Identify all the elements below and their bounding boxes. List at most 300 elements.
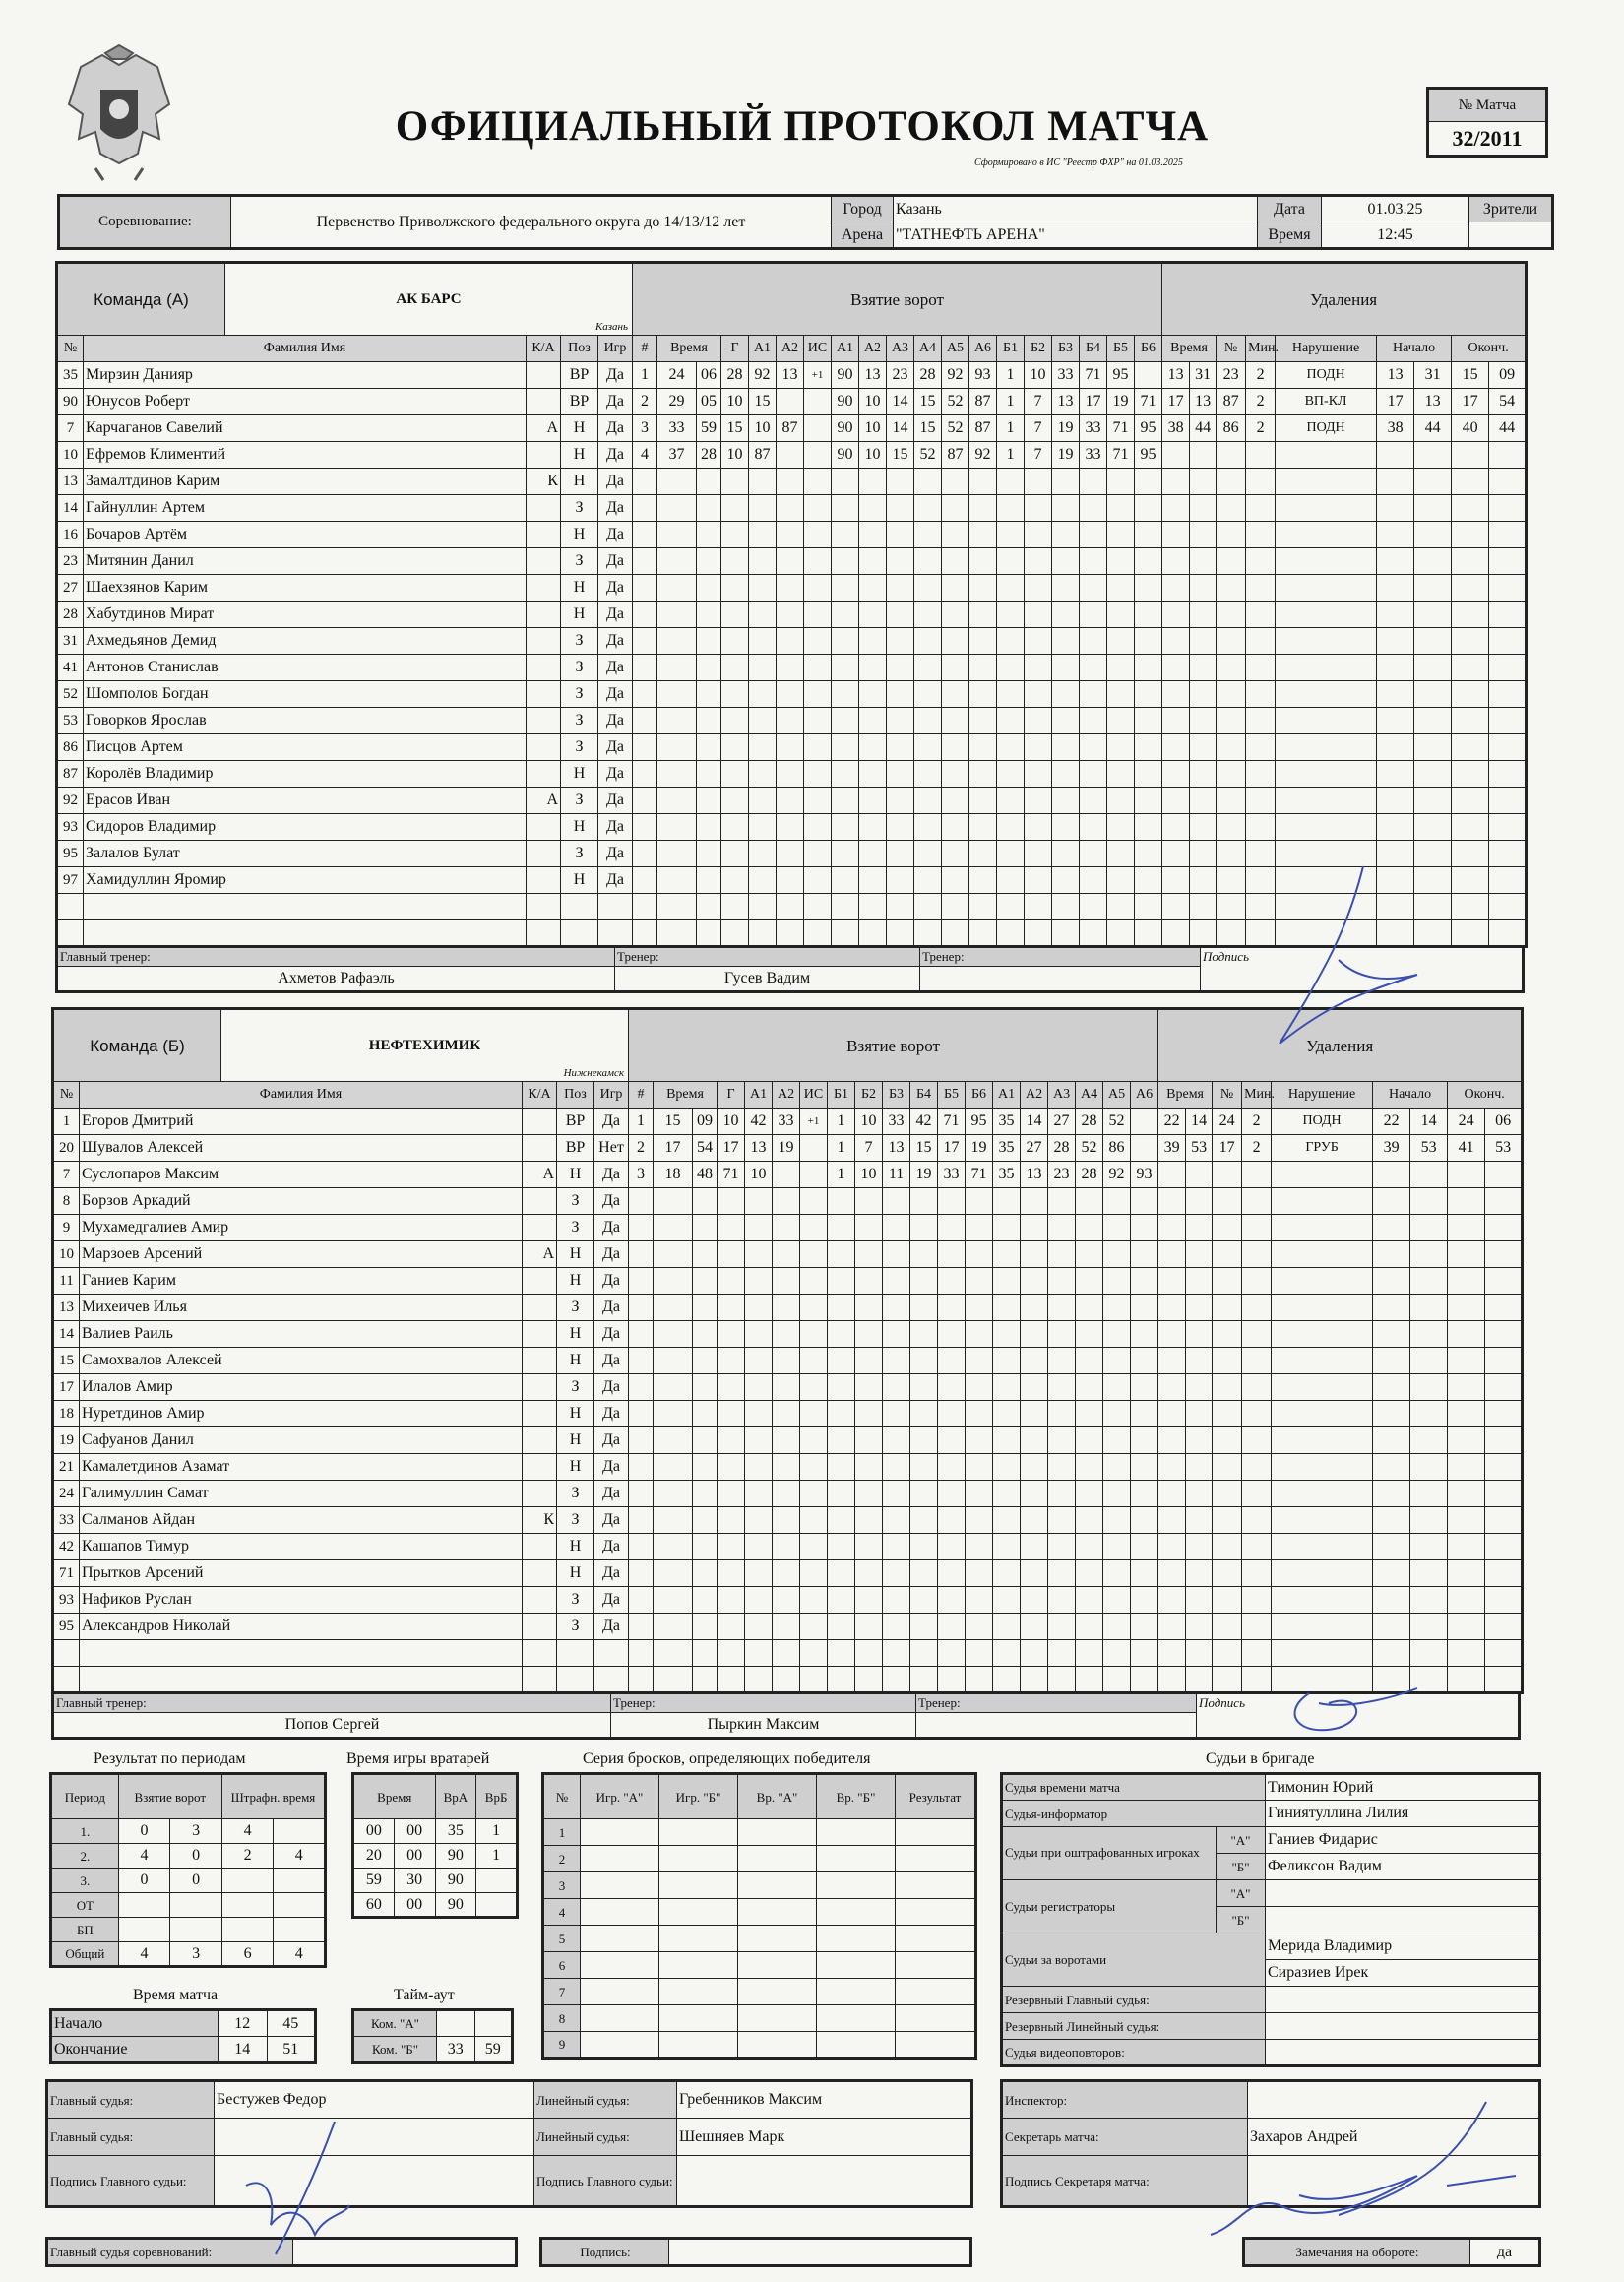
goal-cell	[910, 1507, 938, 1534]
penalty-cell	[1162, 655, 1190, 681]
goal-cell	[1107, 522, 1135, 548]
goal-cell	[997, 734, 1025, 761]
penalty-cell	[1452, 761, 1489, 788]
player-row	[57, 522, 1527, 548]
player-name: Мухамедгалиев Амир	[80, 1215, 523, 1241]
player-name: Замалтдинов Карим	[84, 469, 527, 495]
penalty-cell	[1489, 708, 1527, 734]
goal-cell	[993, 1241, 1021, 1268]
goal-cell	[721, 548, 749, 575]
penalty-cell: 22	[1158, 1109, 1186, 1135]
goal-cell: 10	[859, 415, 887, 442]
goal-cell	[828, 1427, 855, 1454]
goal-cell	[997, 495, 1025, 522]
penalty-cell: 09	[1489, 362, 1527, 389]
player-pos: Н	[561, 442, 598, 469]
goal-cell	[1048, 1667, 1076, 1693]
goal-cell	[800, 1188, 828, 1215]
team_b-coach-label: Тренер:	[611, 1693, 916, 1713]
player-no: 42	[53, 1534, 80, 1560]
goal-cell	[657, 814, 697, 841]
penalty-cell	[1190, 522, 1217, 548]
team_b-col-a1: А1	[745, 1082, 773, 1109]
goal-cell	[773, 1481, 800, 1507]
goal-cell	[697, 788, 721, 814]
goal-cell: 87	[777, 415, 804, 442]
goal-cell	[657, 602, 697, 628]
goal-cell	[804, 522, 832, 548]
goal-cell	[718, 1268, 745, 1295]
goal-cell	[993, 1295, 1021, 1321]
goal-cell	[914, 602, 942, 628]
goal-cell: 15	[910, 1135, 938, 1162]
penalty-cell	[1162, 814, 1190, 841]
penalty-cell	[1246, 469, 1276, 495]
goal-cell	[693, 1401, 718, 1427]
goal-cell	[832, 522, 859, 548]
penalty-cell	[1410, 1534, 1448, 1560]
shootout-cell	[738, 1952, 817, 1979]
shootout-cell	[896, 1846, 976, 1872]
penalty-cell	[1158, 1295, 1186, 1321]
goal-cell	[745, 1241, 773, 1268]
goal-cell	[745, 1427, 773, 1454]
penalty-cell	[1373, 1507, 1410, 1534]
team_b-col-pen_min: Мин.	[1242, 1082, 1272, 1109]
penalty-cell	[1217, 602, 1246, 628]
player-no: 7	[57, 415, 84, 442]
team_b-col-pen-start: Начало	[1373, 1082, 1448, 1109]
gk-col-b: ВрБ	[476, 1774, 518, 1819]
player-ka	[523, 1640, 557, 1667]
goal-cell	[1025, 867, 1052, 894]
goal-cell	[997, 681, 1025, 708]
goal-cell	[1076, 1321, 1103, 1348]
penalty-cell	[1190, 575, 1217, 602]
goal-cell	[832, 655, 859, 681]
goal-cell	[969, 841, 997, 867]
goal-cell	[938, 1401, 966, 1427]
penalty-cell	[1489, 655, 1527, 681]
goal-cell	[1025, 894, 1052, 920]
goal-cell: 52	[1103, 1109, 1131, 1135]
period-cell: 4	[274, 1942, 326, 1967]
goal-cell	[887, 602, 914, 628]
penalty-cell	[1186, 1427, 1213, 1454]
goal-cell	[828, 1188, 855, 1215]
goal-cell	[633, 761, 657, 788]
secretary-label: Секретарь матча:	[1002, 2119, 1248, 2156]
goal-cell	[697, 734, 721, 761]
player-name: Суслопаров Максим	[80, 1162, 523, 1188]
goal-cell	[1025, 469, 1052, 495]
goal-cell	[693, 1295, 718, 1321]
goal-cell	[657, 761, 697, 788]
goal-cell	[693, 1640, 718, 1667]
goalie-time-table	[351, 1772, 519, 1919]
goal-cell	[654, 1614, 693, 1640]
player-play	[598, 920, 633, 947]
goal-cell	[633, 708, 657, 734]
penalty-cell	[1373, 1321, 1410, 1348]
goal-cell	[718, 1507, 745, 1534]
ref-penbox-a: Ганиев Фидарис	[1266, 1827, 1540, 1854]
goal-cell	[654, 1667, 693, 1693]
player-ka: А	[523, 1162, 557, 1188]
shootout-cell	[581, 1872, 659, 1899]
goal-cell	[1131, 1321, 1158, 1348]
goal-cell: 35	[993, 1162, 1021, 1188]
goal-cell	[832, 575, 859, 602]
goal-cell	[1048, 1427, 1076, 1454]
goal-cell	[804, 894, 832, 920]
goal-cell	[883, 1295, 910, 1321]
goal-cell	[633, 867, 657, 894]
penalty-cell	[1377, 761, 1414, 788]
team_b-col-onice-a: Б1	[828, 1082, 855, 1109]
period-cell	[274, 1893, 326, 1918]
goal-cell	[997, 655, 1025, 681]
period-cell: 6	[221, 1942, 274, 1967]
goal-cell	[800, 1135, 828, 1162]
goal-cell	[804, 389, 832, 415]
goal-cell	[1103, 1481, 1131, 1507]
penalty-cell	[1242, 1401, 1272, 1427]
goal-cell	[804, 867, 832, 894]
goal-cell	[629, 1268, 654, 1295]
goal-cell	[942, 814, 969, 841]
player-pos: З	[561, 708, 598, 734]
penalty-cell: 44	[1414, 415, 1452, 442]
penalty-cell	[1485, 1241, 1523, 1268]
goal-cell	[942, 761, 969, 788]
goal-cell: 15	[654, 1109, 693, 1135]
penalty-cell: 23	[1217, 362, 1246, 389]
penalty-cell	[1242, 1667, 1272, 1693]
player-ka	[523, 1321, 557, 1348]
shootout-cell	[896, 1926, 976, 1952]
goal-cell	[777, 548, 804, 575]
penalty-cell: 22	[1373, 1109, 1410, 1135]
goal-cell	[773, 1427, 800, 1454]
goal-cell	[1080, 575, 1107, 602]
goal-cell	[657, 841, 697, 867]
penalty-cell	[1190, 867, 1217, 894]
chief-sign-label: Подпись Главного судьи:	[47, 2156, 215, 2207]
goal-cell	[804, 442, 832, 469]
player-ka	[523, 1188, 557, 1215]
player-pos	[557, 1640, 594, 1667]
goal-cell	[1025, 602, 1052, 628]
sign-label: Подпись:	[541, 2239, 669, 2266]
goal-cell	[997, 575, 1025, 602]
player-play: Да	[594, 1587, 629, 1614]
goal-cell	[800, 1241, 828, 1268]
goal-cell	[777, 389, 804, 415]
goal-cell	[749, 761, 777, 788]
ref-video-label: Судья видеоповторов:	[1002, 2040, 1266, 2066]
player-ka	[527, 867, 561, 894]
goal-cell	[718, 1348, 745, 1374]
penalty-cell	[1276, 761, 1377, 788]
penalty-cell	[1276, 575, 1377, 602]
penalty-cell	[1158, 1507, 1186, 1534]
penalty-cell	[1410, 1268, 1448, 1295]
goal-cell	[859, 841, 887, 867]
gk-cell	[476, 1893, 518, 1918]
period-cell: 0	[170, 1869, 222, 1893]
penalty-cell	[1377, 708, 1414, 734]
penalty-cell	[1190, 894, 1217, 920]
goal-cell	[1103, 1640, 1131, 1667]
goal-cell	[969, 522, 997, 548]
penalty-cell	[1410, 1507, 1448, 1534]
goal-cell	[633, 602, 657, 628]
penalty-cell	[1242, 1640, 1272, 1667]
goal-cell	[693, 1188, 718, 1215]
penalty-cell	[1489, 814, 1527, 841]
goal-cell	[938, 1427, 966, 1454]
goal-cell	[693, 1507, 718, 1534]
penalty-cell	[1452, 841, 1489, 867]
goal-cell	[859, 814, 887, 841]
goal-cell	[859, 575, 887, 602]
penalty-cell	[1217, 920, 1246, 947]
penalty-cell	[1162, 522, 1190, 548]
goal-cell	[883, 1507, 910, 1534]
goal-cell: 95	[1135, 442, 1162, 469]
goal-cell: 10	[749, 415, 777, 442]
player-ka: А	[527, 415, 561, 442]
goal-cell: 10	[1025, 362, 1052, 389]
goal-cell: 33	[1080, 442, 1107, 469]
goal-cell	[657, 894, 697, 920]
period-cell	[274, 1918, 326, 1942]
penalty-cell	[1190, 708, 1217, 734]
goal-cell	[718, 1534, 745, 1560]
player-row	[57, 761, 1527, 788]
player-play: Да	[594, 1188, 629, 1215]
goal-cell	[828, 1401, 855, 1427]
penalty-cell	[1246, 602, 1276, 628]
penalty-cell	[1186, 1560, 1213, 1587]
goal-cell: 1	[828, 1162, 855, 1188]
player-ka	[527, 442, 561, 469]
player-row	[53, 1295, 1523, 1321]
goal-cell: 37	[657, 442, 697, 469]
ref-timekeeper-label: Судья времени матча	[1002, 1774, 1266, 1801]
penalty-cell	[1213, 1587, 1242, 1614]
goal-cell	[859, 681, 887, 708]
goal-cell	[942, 655, 969, 681]
player-name: Антонов Станислав	[84, 655, 527, 681]
goal-cell	[938, 1188, 966, 1215]
shootout-cell	[817, 1926, 896, 1952]
goal-cell	[997, 894, 1025, 920]
goal-cell	[1048, 1321, 1076, 1348]
player-ka: К	[527, 469, 561, 495]
goal-cell	[910, 1534, 938, 1560]
goal-cell: 13	[1052, 389, 1080, 415]
player-row	[57, 415, 1527, 442]
player-no: 71	[53, 1560, 80, 1587]
penalty-cell	[1242, 1427, 1272, 1454]
team_b-coaches	[51, 1691, 1521, 1740]
player-name: Ахмедьянов Демид	[84, 628, 527, 655]
player-no: 20	[53, 1135, 80, 1162]
goal-cell	[745, 1587, 773, 1614]
goal-cell	[745, 1507, 773, 1534]
goal-cell	[1107, 788, 1135, 814]
player-ka	[523, 1614, 557, 1640]
team_b-col-onice-a: Б2	[855, 1082, 883, 1109]
goal-cell	[832, 628, 859, 655]
goal-cell	[1135, 920, 1162, 947]
penalty-cell: ГРУБ	[1272, 1135, 1373, 1162]
goal-cell	[832, 681, 859, 708]
goal-cell	[910, 1295, 938, 1321]
goal-cell	[1076, 1667, 1103, 1693]
goal-cell	[832, 894, 859, 920]
goal-cell	[1076, 1454, 1103, 1481]
penalty-cell	[1213, 1614, 1242, 1640]
goal-cell	[721, 761, 749, 788]
player-pos: Н	[557, 1268, 594, 1295]
goal-cell	[832, 602, 859, 628]
penalty-cell	[1190, 628, 1217, 655]
team_a-col-onice-a: А6	[969, 336, 997, 362]
goal-cell	[629, 1321, 654, 1348]
penalty-cell	[1448, 1188, 1485, 1215]
team_b-col-onice-b: А6	[1131, 1082, 1158, 1109]
goal-cell	[657, 575, 697, 602]
penalty-cell: 2	[1246, 362, 1276, 389]
shootout-col: Вр. "Б"	[817, 1774, 896, 1819]
page-subtitle: Сформировано в ИС "Реестр ФХР" на 01.03.2025	[974, 158, 1183, 168]
player-no	[53, 1667, 80, 1693]
goal-cell	[777, 602, 804, 628]
goal-cell: 13	[777, 362, 804, 389]
goal-cell	[969, 602, 997, 628]
goal-cell	[773, 1374, 800, 1401]
goal-cell	[773, 1162, 800, 1188]
penalty-cell	[1242, 1481, 1272, 1507]
goal-cell	[777, 522, 804, 548]
penalty-cell	[1242, 1215, 1272, 1241]
goal-cell	[1048, 1534, 1076, 1560]
player-no: 97	[57, 867, 84, 894]
goal-cell: 05	[697, 389, 721, 415]
goal-cell	[1131, 1427, 1158, 1454]
player-ka	[523, 1560, 557, 1587]
penalty-cell: 87	[1217, 389, 1246, 415]
player-no: 24	[53, 1481, 80, 1507]
penalty-cell	[1276, 734, 1377, 761]
shootout-cell	[581, 1819, 659, 1846]
ref-info: Гиниятуллина Лилия	[1266, 1801, 1540, 1827]
goal-cell	[1080, 894, 1107, 920]
penalty-cell	[1186, 1321, 1213, 1348]
penalty-cell	[1242, 1374, 1272, 1401]
spectators-label: Зрители	[1469, 196, 1553, 222]
penalty-cell	[1276, 469, 1377, 495]
shootout-cell	[896, 2032, 976, 2059]
goal-cell: 86	[1103, 1135, 1131, 1162]
period-cell	[274, 1869, 326, 1893]
penalty-cell: 53	[1410, 1135, 1448, 1162]
player-no: 31	[57, 628, 84, 655]
penalty-cell	[1276, 894, 1377, 920]
penalty-cell	[1158, 1454, 1186, 1481]
goal-cell	[718, 1481, 745, 1507]
goal-cell	[910, 1614, 938, 1640]
secretary: Захаров Андрей	[1248, 2119, 1540, 2156]
player-name: Митянин Данил	[84, 548, 527, 575]
goal-cell: 42	[910, 1109, 938, 1135]
goal-cell	[749, 920, 777, 947]
goal-cell: 1	[633, 362, 657, 389]
goal-cell	[629, 1507, 654, 1534]
goal-cell	[883, 1268, 910, 1295]
shootout-col: №	[543, 1774, 581, 1819]
player-row	[53, 1321, 1523, 1348]
player-row	[53, 1507, 1523, 1534]
goal-cell	[1021, 1241, 1048, 1268]
goal-cell: 19	[773, 1135, 800, 1162]
goal-cell	[966, 1188, 993, 1215]
player-name: Бочаров Артём	[84, 522, 527, 548]
player-play: Да	[598, 495, 633, 522]
goal-cell	[966, 1640, 993, 1667]
timeout-title: Тайм-аут	[394, 1987, 455, 2003]
goal-cell	[1052, 469, 1080, 495]
goal-cell	[745, 1295, 773, 1321]
goal-cell	[777, 681, 804, 708]
penalty-cell	[1410, 1241, 1448, 1268]
penalty-cell	[1242, 1295, 1272, 1321]
penalty-cell	[1246, 814, 1276, 841]
player-row	[53, 1109, 1523, 1135]
goal-cell	[828, 1454, 855, 1481]
penalty-cell	[1489, 788, 1527, 814]
goal-cell: 59	[697, 415, 721, 442]
goal-cell	[997, 602, 1025, 628]
player-row	[57, 548, 1527, 575]
player-name: Валиев Раиль	[80, 1321, 523, 1348]
goal-cell: 4	[633, 442, 657, 469]
team_b-coach2-label: Тренер:	[916, 1693, 1197, 1713]
goal-cell	[993, 1268, 1021, 1295]
goal-cell	[1080, 655, 1107, 681]
match-start-h: 12	[219, 2010, 268, 2037]
goal-cell	[1107, 841, 1135, 867]
goal-cell	[1025, 548, 1052, 575]
team_b-name: НЕФТЕХИМИК	[368, 1037, 481, 1053]
penalty-cell	[1448, 1268, 1485, 1295]
goal-cell	[1131, 1374, 1158, 1401]
goal-cell	[721, 841, 749, 867]
goal-cell	[1025, 841, 1052, 867]
goal-cell	[693, 1560, 718, 1587]
goal-cell	[969, 628, 997, 655]
penalty-cell	[1377, 734, 1414, 761]
shootout-cell	[581, 1846, 659, 1872]
goal-cell	[718, 1587, 745, 1614]
goal-cell	[966, 1587, 993, 1614]
referees-title: Судьи в бригаде	[1206, 1750, 1315, 1767]
goal-cell	[697, 628, 721, 655]
shootout-col: Игр. "Б"	[659, 1774, 738, 1819]
